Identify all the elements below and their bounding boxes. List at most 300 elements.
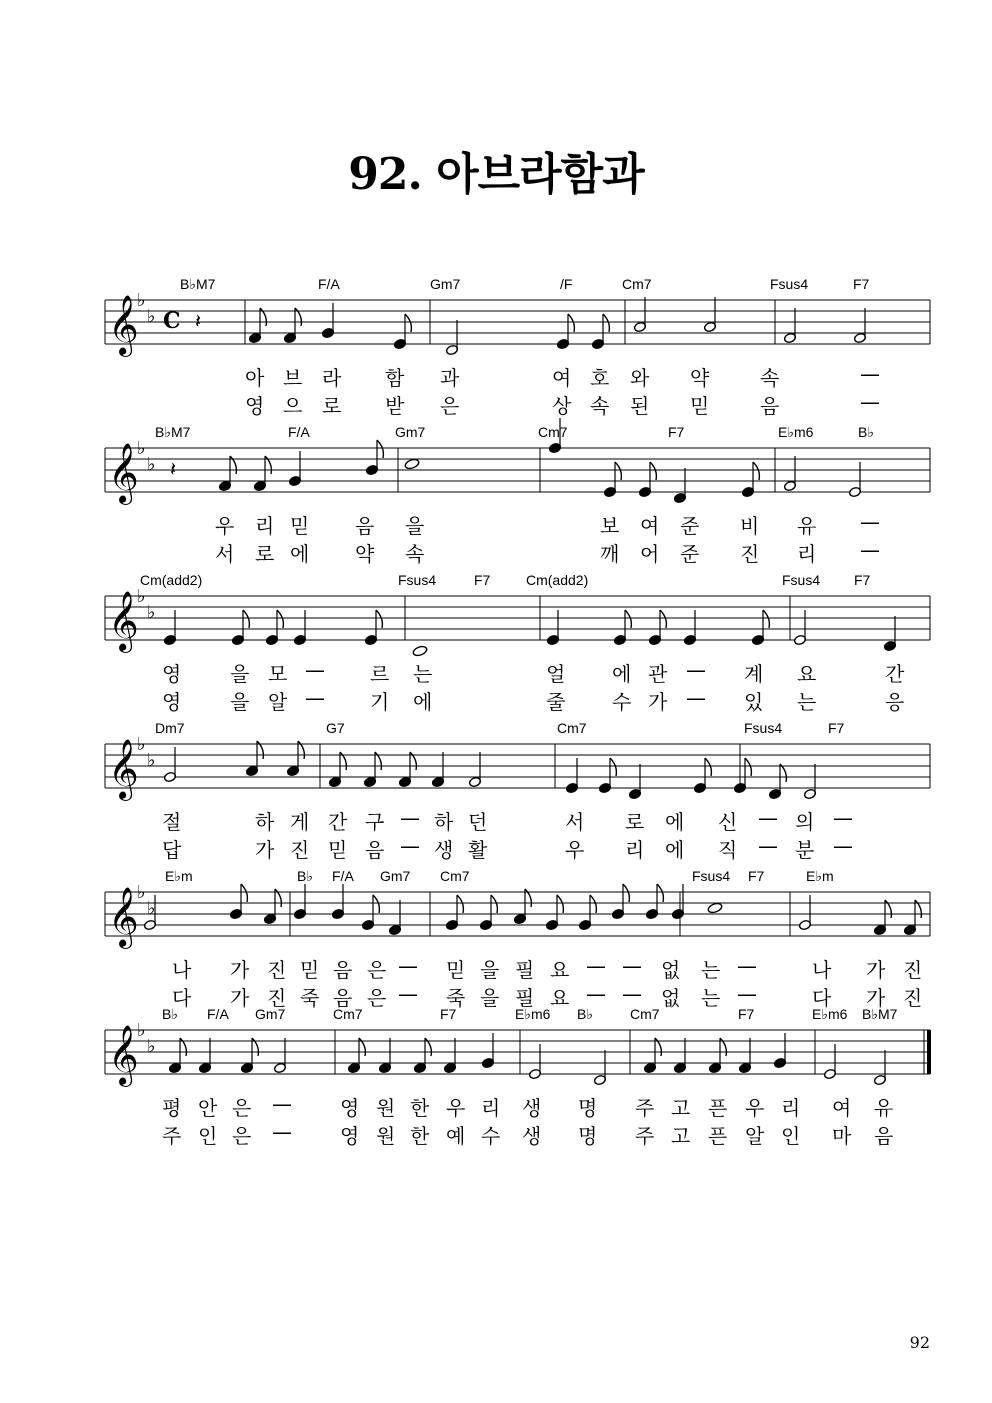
note-head (331, 908, 344, 919)
lyric-syllable: 던 (468, 810, 488, 834)
lyric-syllable: — (398, 954, 418, 978)
lyric-syllable: 응 (885, 690, 905, 714)
lyric-syllable: 약 (690, 366, 710, 390)
lyric-syllable: 고 (671, 1096, 691, 1120)
lyric-syllable: 로 (322, 394, 342, 418)
lyric-syllable: 상 (552, 394, 572, 418)
note-head (733, 782, 746, 793)
lyric-syllable: 는 (701, 986, 721, 1010)
lyric-syllable: 영 (340, 1096, 360, 1120)
note-head (548, 442, 561, 453)
lyric-syllable: 안 (198, 1096, 218, 1120)
note-head (638, 486, 651, 497)
lyric-syllable: 관 (648, 662, 668, 686)
lyric-syllable: 영 (245, 394, 265, 418)
chord-symbol: F7 (748, 868, 765, 884)
lyric-syllable: 나 (172, 958, 192, 982)
lyric-syllable: 함 (385, 366, 405, 390)
note-flag (425, 1038, 431, 1056)
chord-symbol: F7 (440, 1006, 457, 1022)
lyric-syllable: 어 (640, 542, 660, 566)
lyric-syllable: 신 (718, 810, 738, 834)
lyric-syllable: — (272, 1092, 292, 1116)
lyric-syllable: 진 (903, 958, 923, 982)
chord-symbol: Cm7 (440, 868, 470, 884)
lyric-syllable: — (860, 362, 880, 386)
lyric-syllable: 필 (515, 986, 535, 1010)
chord-symbol: E♭m (165, 868, 193, 884)
lyric-syllable: 절 (162, 810, 182, 834)
lyric-syllable: 우 (446, 1096, 466, 1120)
lyric-syllable: 우 (565, 838, 585, 862)
lyric-syllable: 은 (232, 1124, 252, 1148)
treble-clef-icon: 𝄞 (108, 295, 139, 355)
note-head (404, 458, 420, 470)
chord-symbol: Cm7 (622, 276, 652, 292)
note-head (361, 919, 374, 930)
flat-icon: ♭ (137, 290, 146, 311)
note-head (591, 338, 604, 349)
lyric-syllable: — (305, 686, 325, 710)
note-head (265, 634, 278, 645)
lyric-syllable: 우 (745, 1096, 765, 1120)
quarter-rest-icon: 𝄽 (195, 309, 202, 333)
lyric-syllable: 나 (812, 958, 832, 982)
note-head (231, 634, 244, 645)
note-flag (705, 758, 711, 776)
chord-symbol: Fsus4 (782, 572, 821, 588)
lyric-syllable: — (758, 806, 778, 830)
lyric-syllable: — (272, 1120, 292, 1144)
chord-symbol: Cm7 (333, 1006, 363, 1022)
lyric-syllable: 요 (797, 662, 817, 686)
note-head (565, 782, 578, 793)
note-head (671, 908, 684, 919)
lyric-syllable: — (833, 806, 853, 830)
chord-symbol: Gm7 (395, 424, 426, 440)
lyric-syllable: 준 (680, 514, 700, 538)
lyric-syllable: 은 (367, 958, 387, 982)
note-head (431, 776, 444, 787)
note-flag (763, 610, 769, 628)
note-flag (915, 900, 921, 918)
lyric-syllable: 리 (255, 514, 275, 538)
lyric-syllable: 진 (267, 958, 287, 982)
lyric-syllable: 분 (795, 838, 815, 862)
note-head (593, 1074, 606, 1085)
note-flag (615, 462, 621, 480)
note-head (648, 634, 661, 645)
lyric-syllable: 픈 (708, 1096, 728, 1120)
note-flag (720, 1038, 726, 1056)
lyric-syllable: 음 (355, 514, 375, 538)
note-flag (457, 895, 463, 913)
lyric-syllable: 진 (267, 986, 287, 1010)
note-flag (277, 610, 283, 628)
note-head (513, 913, 526, 924)
lyric-syllable: 마 (832, 1124, 852, 1148)
chord-symbol: B♭M7 (180, 276, 216, 292)
chord-symbol: F/A (207, 1006, 229, 1022)
lyric-syllable: 영 (162, 662, 182, 686)
note-head (328, 776, 341, 787)
note-head (528, 1068, 541, 1079)
note-head (168, 1062, 181, 1073)
note-head (479, 919, 492, 930)
note-head (798, 919, 811, 930)
lyric-syllable: 다 (172, 986, 192, 1010)
lyric-syllable: 수 (612, 690, 632, 714)
chord-symbol: F7 (828, 720, 845, 736)
lyric-syllable: 필 (515, 958, 535, 982)
lyric-syllable: — (305, 658, 325, 682)
lyric-syllable: 주 (635, 1124, 655, 1148)
lyric-syllable: 기 (370, 690, 390, 714)
chord-symbol: F/A (318, 276, 340, 292)
lyric-syllable: 에 (612, 662, 632, 686)
lyric-syllable: 가 (230, 958, 250, 982)
note-flag (257, 741, 263, 759)
note-head (703, 321, 716, 332)
note-head (365, 464, 378, 475)
lyric-syllable: — (737, 954, 757, 978)
lyric-syllable: 은 (367, 986, 387, 1010)
note-head (378, 1062, 391, 1073)
lyric-syllable: 명 (578, 1096, 598, 1120)
note-flag (885, 900, 891, 918)
chord-symbol: Fsus4 (744, 720, 783, 736)
lyric-syllable: — (622, 982, 642, 1006)
lyric-syllable: 인 (781, 1124, 801, 1148)
chord-symbol: E♭m (806, 868, 834, 884)
note-head (611, 908, 624, 919)
note-head (708, 1062, 721, 1073)
lyric-syllable: 얼 (546, 662, 566, 686)
chord-symbol: Gm7 (430, 276, 461, 292)
page-number: 92 (909, 1333, 930, 1352)
note-head (556, 338, 569, 349)
note-head (443, 1062, 456, 1073)
note-flag (275, 889, 281, 907)
note-head (245, 765, 258, 776)
lyric-syllable: 믿 (328, 838, 348, 862)
note-flag (568, 314, 574, 332)
lyric-syllable: 와 (630, 366, 650, 390)
note-flag (340, 752, 346, 770)
note-head (163, 771, 176, 782)
note-flag (657, 884, 663, 902)
note-head (773, 1057, 786, 1068)
chord-symbol: B♭ (297, 868, 313, 884)
note-head (273, 1062, 286, 1073)
lyric-syllable: 간 (328, 810, 348, 834)
note-head (673, 492, 686, 503)
lyric-syllable: 가 (648, 690, 668, 714)
chord-symbol: G7 (326, 720, 345, 736)
note-head (546, 634, 559, 645)
note-head (293, 634, 306, 645)
lyric-syllable: 리 (781, 1096, 801, 1120)
flat-icon: ♭ (147, 1036, 156, 1057)
chord-symbol: Cm(add2) (140, 572, 203, 588)
lyric-syllable: 믿 (690, 394, 710, 418)
note-head (388, 924, 401, 935)
lyric-syllable: 에 (665, 838, 685, 862)
lyric-syllable: 활 (468, 838, 488, 862)
lyric-syllable: 예 (446, 1124, 466, 1148)
lyric-syllable: 는 (413, 662, 433, 686)
lyric-syllable: 에 (290, 542, 310, 566)
lyric-syllable: 의 (795, 810, 815, 834)
note-head (321, 327, 334, 338)
chord-symbol: Cm7 (538, 424, 568, 440)
note-head (468, 776, 481, 787)
chord-symbol: F7 (668, 424, 685, 440)
lyric-syllable: — (400, 834, 420, 858)
lyric-syllable: 픈 (708, 1124, 728, 1148)
lyric-syllable: 없 (661, 986, 681, 1010)
note-head (286, 765, 299, 776)
note-head (693, 782, 706, 793)
note-flag (405, 314, 411, 332)
lyric-syllable: — (586, 954, 606, 978)
lyric-syllable: 게 (290, 810, 310, 834)
chord-symbol: Fsus4 (398, 572, 437, 588)
lyric-syllable: 과 (440, 366, 460, 390)
lyric-syllable: 죽 (446, 986, 466, 1010)
lyric-syllable: 있 (744, 690, 764, 714)
chord-symbol: F7 (738, 1006, 755, 1022)
treble-clef-icon: 𝄞 (108, 591, 139, 651)
chord-symbol: Fsus4 (692, 868, 731, 884)
lyric-syllable: 비 (740, 514, 760, 538)
lyric-syllable: 한 (410, 1096, 430, 1120)
lyric-syllable: 답 (162, 838, 182, 862)
lyric-syllable: 을 (230, 662, 250, 686)
note-flag (650, 462, 656, 480)
lyric-syllable: — (586, 982, 606, 1006)
note-flag (625, 610, 631, 628)
lyric-syllable: 고 (671, 1124, 691, 1148)
note-head (883, 640, 896, 651)
lyric-syllable: 여 (552, 366, 572, 390)
lyric-syllable: — (622, 954, 642, 978)
lyric-syllable: 인 (198, 1124, 218, 1148)
lyric-syllable: 주 (162, 1124, 182, 1148)
note-flag (375, 752, 381, 770)
lyric-syllable: 서 (215, 542, 235, 566)
lyric-syllable: 주 (635, 1096, 655, 1120)
lyric-syllable: 으 (283, 394, 303, 418)
note-head (293, 908, 306, 919)
note-head (393, 338, 406, 349)
lyric-syllable: 믿 (300, 958, 320, 982)
note-flag (660, 610, 666, 628)
note-flag (410, 752, 416, 770)
lyric-syllable: 다 (812, 986, 832, 1010)
flat-icon: ♭ (147, 602, 156, 623)
note-head (793, 634, 806, 645)
note-head (240, 1062, 253, 1073)
lyric-syllable: 여 (832, 1096, 852, 1120)
lyric-syllable: 요 (550, 986, 570, 1010)
lyric-syllable: — (686, 686, 706, 710)
flat-icon: ♭ (147, 306, 156, 327)
note-head (412, 645, 428, 657)
lyric-syllable: — (686, 658, 706, 682)
lyric-syllable: 믿 (446, 958, 466, 982)
lyric-syllable: 가 (866, 986, 886, 1010)
note-head (481, 1057, 494, 1068)
lyric-syllable: 리 (797, 542, 817, 566)
note-head (248, 332, 261, 343)
note-head (229, 908, 242, 919)
chord-symbol: E♭m6 (812, 1006, 848, 1022)
lyric-syllable: 을 (480, 958, 500, 982)
lyric-syllable: 알 (268, 690, 288, 714)
lyric-syllable: 속 (760, 366, 780, 390)
lyric-syllable: 직 (718, 838, 738, 862)
note-head (613, 634, 626, 645)
note-head (363, 776, 376, 787)
lyric-syllable: 음 (333, 986, 353, 1010)
note-head (413, 1062, 426, 1073)
note-head (598, 782, 611, 793)
lyric-syllable: 여 (640, 514, 660, 538)
chord-symbol: Gm7 (255, 1006, 286, 1022)
lyric-syllable: 르 (370, 662, 390, 686)
lyric-syllable: 을 (405, 514, 425, 538)
note-head (163, 634, 176, 645)
note-head (645, 908, 658, 919)
note-flag (265, 456, 271, 474)
lyric-syllable: 로 (625, 810, 645, 834)
note-flag (295, 308, 301, 326)
chord-symbol: F/A (332, 868, 354, 884)
note-head (673, 1062, 686, 1073)
note-head (288, 475, 301, 486)
note-head (283, 332, 296, 343)
note-flag (180, 1038, 186, 1056)
flat-icon: ♭ (137, 586, 146, 607)
lyric-syllable: 계 (744, 662, 764, 686)
chord-symbol: F7 (853, 276, 870, 292)
flat-icon: ♭ (147, 898, 156, 919)
lyric-syllable: 영 (162, 690, 182, 714)
note-head (903, 924, 916, 935)
note-head (445, 344, 458, 355)
page-title (0, 138, 992, 202)
note-head (364, 634, 377, 645)
lyric-syllable: 음 (333, 958, 353, 982)
quarter-rest-icon: 𝄽 (170, 457, 177, 481)
note-head (741, 486, 754, 497)
note-head (578, 919, 591, 930)
lyric-syllable: 믿 (290, 514, 310, 538)
note-head (873, 1074, 886, 1085)
flat-icon: ♭ (147, 454, 156, 475)
chord-symbol: B♭ (162, 1006, 178, 1022)
lyric-syllable: 우 (215, 514, 235, 538)
lyric-syllable: 리 (481, 1096, 501, 1120)
lyric-syllable: 영 (340, 1124, 360, 1148)
note-flag (376, 610, 382, 628)
note-head (823, 1068, 836, 1079)
lyric-syllable: 원 (376, 1096, 396, 1120)
chord-symbol: Cm(add2) (526, 572, 589, 588)
note-flag (780, 764, 786, 782)
lyric-syllable: 서 (565, 810, 585, 834)
lyric-syllable: 리 (625, 838, 645, 862)
note-flag (753, 462, 759, 480)
note-head (347, 1062, 360, 1073)
chord-symbol: /F (560, 276, 573, 292)
lyric-syllable: 받 (385, 394, 405, 418)
note-flag (260, 308, 266, 326)
lyric-syllable: 진 (290, 838, 310, 862)
lyric-syllable: 음 (760, 394, 780, 418)
lyric-syllable: 을 (230, 690, 250, 714)
lyric-syllable: 명 (578, 1124, 598, 1148)
note-head (783, 480, 796, 491)
note-flag (377, 440, 383, 458)
note-flag (373, 895, 379, 913)
lyric-syllable: — (400, 806, 420, 830)
note-head (143, 919, 156, 930)
treble-clef-icon: 𝄞 (108, 739, 139, 799)
note-head (783, 332, 796, 343)
lyric-syllable: 진 (740, 542, 760, 566)
lyric-syllable: 생 (522, 1096, 542, 1120)
treble-clef-icon: 𝄞 (108, 443, 139, 503)
lyric-syllable: 속 (590, 394, 610, 418)
note-head (628, 788, 641, 799)
lyric-syllable: — (758, 834, 778, 858)
note-flag (557, 895, 563, 913)
lyric-syllable: 하 (255, 810, 275, 834)
lyric-syllable: 유 (874, 1096, 894, 1120)
note-flag (603, 314, 609, 332)
lyric-syllable: 죽 (300, 986, 320, 1010)
lyric-syllable: 모 (268, 662, 288, 686)
chord-symbol: B♭ (577, 1006, 593, 1022)
lyric-syllable: 요 (550, 958, 570, 982)
lyric-syllable: 수 (481, 1124, 501, 1148)
chord-symbol: F7 (474, 572, 491, 588)
note-head (545, 919, 558, 930)
note-head (853, 332, 866, 343)
lyric-syllable: 한 (410, 1124, 430, 1148)
lyric-syllable: 간 (885, 662, 905, 686)
lyric-syllable: — (860, 538, 880, 562)
chord-symbol: F/A (288, 424, 310, 440)
lyric-syllable: 진 (903, 986, 923, 1010)
lyric-syllable: — (737, 982, 757, 1006)
lyric-syllable: 을 (480, 986, 500, 1010)
lyric-syllable: 없 (661, 958, 681, 982)
chord-symbol: B♭ (858, 424, 874, 440)
note-head (848, 486, 861, 497)
note-head (751, 634, 764, 645)
lyric-syllable: 준 (680, 542, 700, 566)
lyric-syllable: — (860, 390, 880, 414)
note-head (683, 634, 696, 645)
lyric-syllable: 약 (355, 542, 375, 566)
chord-symbol: Fsus4 (770, 276, 809, 292)
note-head (768, 788, 781, 799)
note-flag (252, 1038, 258, 1056)
note-head (218, 480, 231, 491)
